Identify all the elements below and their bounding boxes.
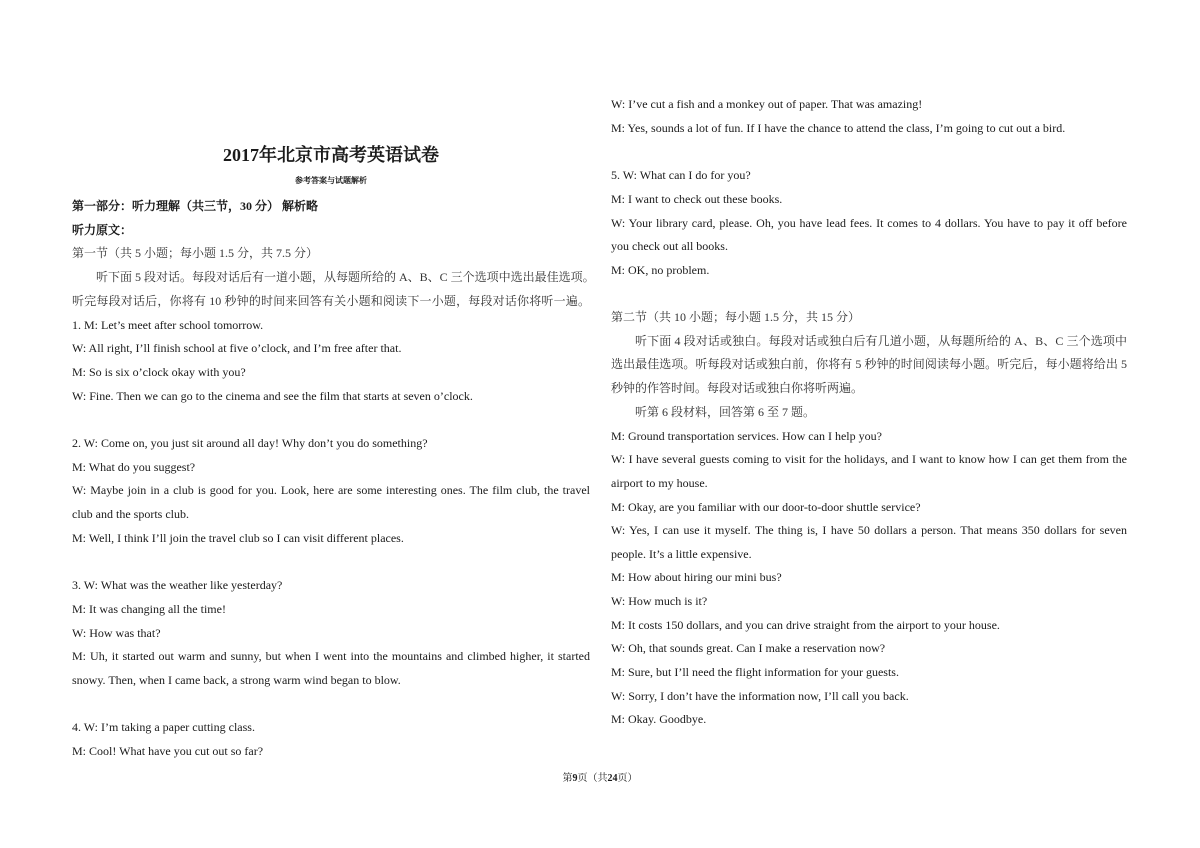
page-number: 9: [572, 773, 578, 784]
footer-prefix: 第: [562, 773, 573, 784]
page-subtitle: 参考答案与试题解析: [295, 176, 367, 185]
dialog-line: M: I want to check out these books.: [611, 192, 783, 206]
dialog-line: M: What do you suggest?: [72, 460, 196, 474]
section2-instruction-line: 秒钟的作答时间。每段对话或独白你将听两遍。: [611, 381, 864, 395]
total-pages: 24: [607, 773, 618, 784]
section2-instruction-line: 听下面 4 段对话或独白。每段对话或独白后有几道小题，从每题所给的 A、B、C 三个选项中: [635, 334, 1127, 348]
dialog-line: M: Sure, but I’ll need the flight information for your guests.: [611, 665, 899, 679]
dialog-line: 5. W: What can I do for you?: [611, 168, 751, 182]
dialog-line: M: Well, I think I’ll join the travel club so I can visit different places.: [72, 531, 404, 545]
dialog-line: W: I’ve cut a fish and a monkey out of paper. That was amazing!: [611, 97, 923, 111]
section2-instruction-line: 选出最佳选项。听每段对话或独白前，你将有 5 秒钟的时间阅读每小题。听完后，每小题将给出 5: [611, 357, 1127, 371]
dialog-line: W: How was that?: [72, 626, 161, 640]
dialog-line: W: Oh, that sounds great. Can I make a reservation now?: [611, 641, 886, 655]
dialog-line: M: Okay. Goodbye.: [611, 712, 707, 726]
dialog-line: you check out all books.: [611, 239, 728, 253]
dialog-line: M: Ground transportation services. How can I help you?: [611, 429, 882, 443]
dialog-line: airport to my house.: [611, 476, 708, 490]
dialog-line: 1. M: Let’s meet after school tomorrow.: [72, 318, 264, 332]
dialog-line: snowy. Then, when I came back, a strong warm wind began to blow.: [72, 673, 401, 687]
dialog-line: club and the sports club.: [72, 507, 189, 521]
dialog-line: M: It costs 150 dollars, and you can drive straight from the airport to your house.: [611, 618, 1000, 632]
page-title: 2017年北京市高考英语试卷: [223, 145, 439, 165]
section1-heading: 第一节（共 5 小题；每小题 1.5 分，共 7.5 分）: [72, 246, 319, 260]
material6-label: 听第 6 段材料，回答第 6 至 7 题。: [635, 405, 816, 419]
dialog-line: W: Yes, I can use it myself. The thing is, I have 50 dollars a person. That means 350 dollars for seven: [611, 523, 1127, 537]
section2-heading: 第二节（共 10 小题；每小题 1.5 分，共 15 分）: [611, 310, 861, 324]
dialog-line: people. It’s a little expensive.: [611, 547, 752, 561]
dialog-line: 4. W: I’m taking a paper cutting class.: [72, 720, 255, 734]
dialog-line: W: Fine. Then we can go to the cinema and see the film that starts at seven o’clock.: [72, 389, 473, 403]
footer-middle: 页（共: [577, 773, 608, 784]
dialog-line: 3. W: What was the weather like yesterday?: [72, 578, 283, 592]
dialog-line: W: Your library card, please. Oh, you have lead fees. It comes to 4 dollars. You have to pay it off before: [611, 216, 1127, 230]
original-text-label: 听力原文：: [72, 223, 133, 237]
dialog-line: M: How about hiring our mini bus?: [611, 570, 782, 584]
dialog-line: W: Maybe join in a club is good for you. Look, here are some interesting ones. The film club, the travel: [72, 483, 590, 497]
dialog-line: M: Yes, sounds a lot of fun. If I have the chance to attend the class, I’m going to cut out a bird.: [611, 121, 1066, 135]
dialog-line: 2. W: Come on, you just sit around all day! Why don’t you do something?: [72, 436, 428, 450]
page-footer: [0, 773, 1200, 785]
dialog-line: M: So is six o’clock okay with you?: [72, 365, 246, 379]
dialog-line: M: Cool! What have you cut out so far?: [72, 744, 264, 758]
section1-instruction-line: 听完每段对话后，你将有 10 秒钟的时间来回答有关小题和阅读下一小题，每段对话你将听一遍。: [72, 294, 590, 308]
footer-suffix: 页）: [617, 773, 638, 784]
dialog-line: W: Sorry, I don’t have the information now, I’ll call you back.: [611, 689, 909, 703]
dialog-line: M: OK, no problem.: [611, 263, 710, 277]
dialog-line: M: It was changing all the time!: [72, 602, 226, 616]
section1-instruction-line: 听下面 5 段对话。每段对话后有一道小题，从每题所给的 A、B、C 三个选项中选出最佳选项。: [96, 270, 595, 284]
dialog-line: W: How much is it?: [611, 594, 708, 608]
part1-heading: 第一部分：听力理解（共三节，30 分） 解析略: [72, 199, 319, 213]
dialog-line: W: All right, I’ll finish school at five o’clock, and I’m free after that.: [72, 341, 402, 355]
dialog-line: M: Uh, it started out warm and sunny, but when I went into the mountains and climbed higher, it started: [72, 649, 590, 663]
dialog-line: M: Okay, are you familiar with our door-to-door shuttle service?: [611, 500, 921, 514]
dialog-line: W: I have several guests coming to visit for the holidays, and I want to know how I can get them from the: [611, 452, 1127, 466]
